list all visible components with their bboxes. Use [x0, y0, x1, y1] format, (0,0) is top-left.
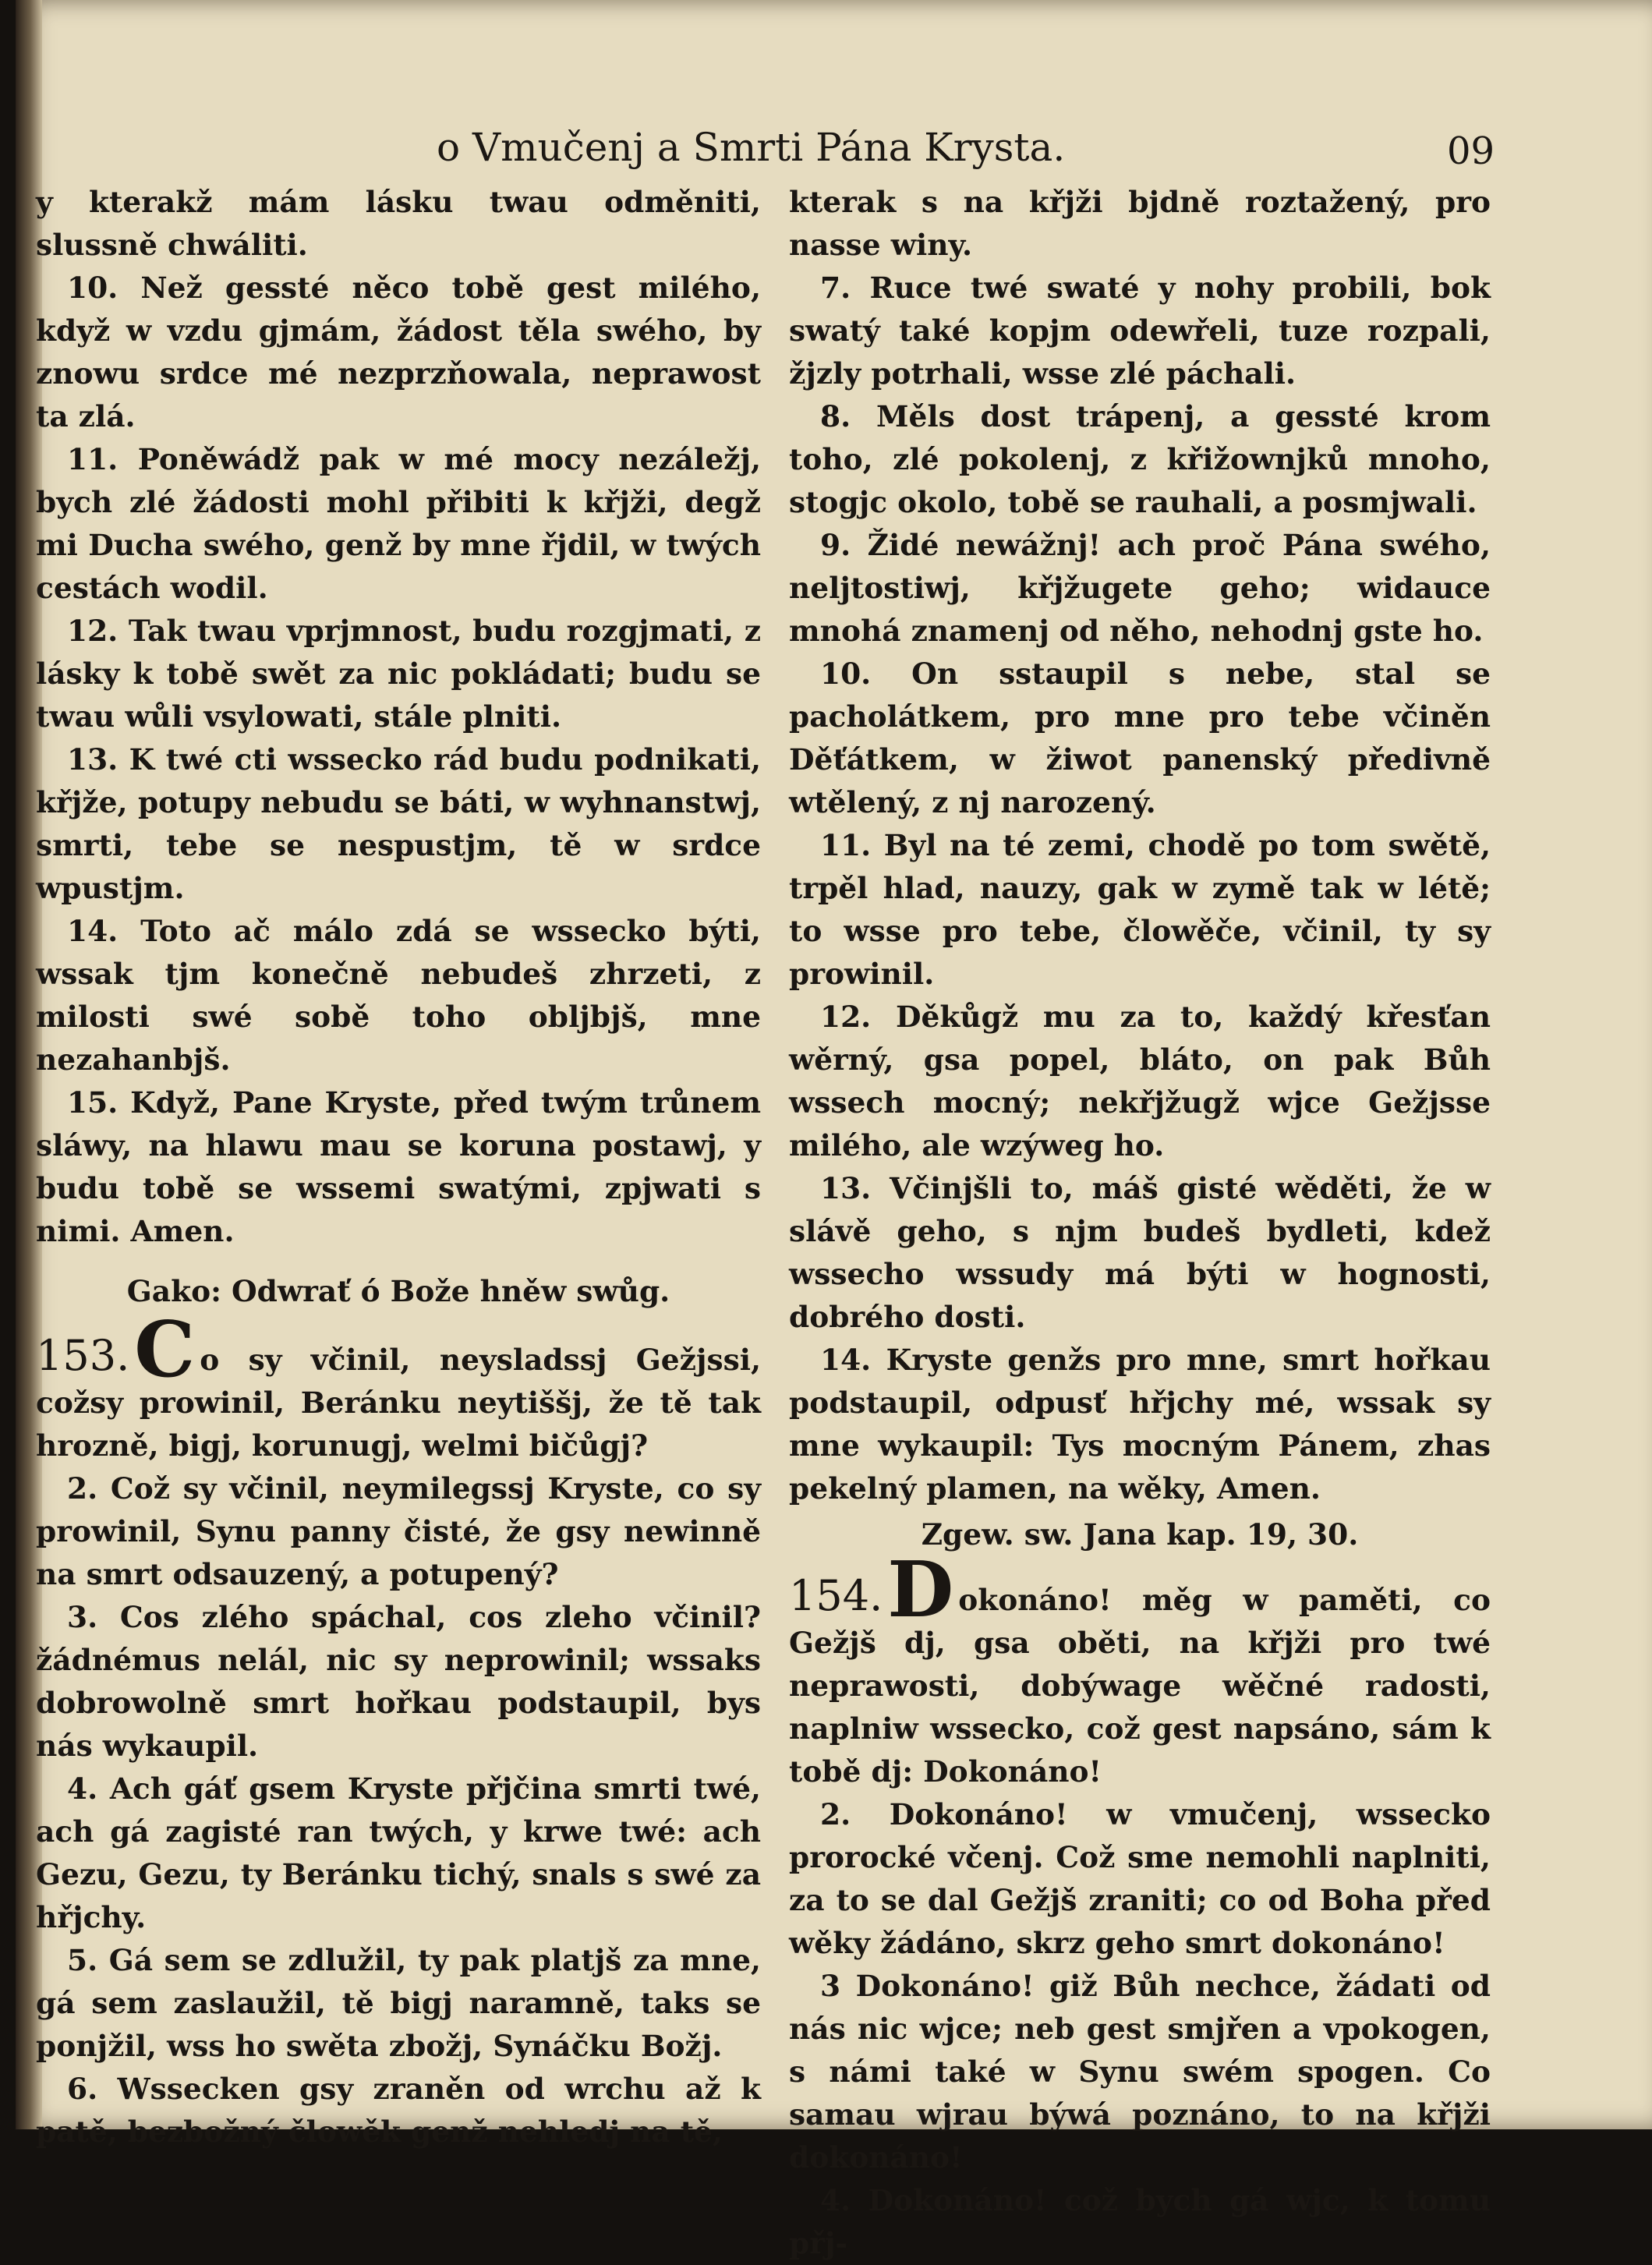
- left-column: [36, 181, 761, 2154]
- hymn-number: 153.: [36, 1331, 130, 1380]
- verse: 11. Byl na té zemi, chodě po tom swětě, trpěl hlad, nauzy, gak w zymě tak w létě; to wsse pro tebe, člowěče, včinil, ty sy prowinil.: [789, 828, 1491, 991]
- verse: 5. Gá sem se zdlužil, ty pak platjš za mne, gá sem zaslaužil, tě bigj naramně, taks se ponjžil, wss ho swěta zbožj, Synáčku Božj.: [36, 1943, 761, 2063]
- verse: 4. Ach gáť gsem Kryste přjčina smrti twé, ach gá zagisté ran twých, y krwe twé: ach Gezu, Gezu, ty Beránku tichý, snals s swé za hřjchy.: [36, 1771, 761, 1934]
- verse: 8. Měls dost trápenj, a gessté krom toho, zlé pokolenj, z křižownjků mnoho, stogjc okolo, tobě se rauhali, a posmjwali.: [789, 399, 1491, 519]
- verse: 13. K twé cti wssecko rád budu podnikati, křjže, potupy nebudu se báti, w wyhnanstwj, smrti, tebe se nespustjm, tě w srdce wpustjm.: [36, 742, 761, 905]
- book-page: [16, 0, 1652, 2260]
- verse: 13. Včinjšli to, máš gisté wěděti, že w slávě geho, s njm budeš bydleti, kdež wssecho wssudy má býti w hognosti, dobrého dosti.: [789, 1171, 1491, 1334]
- verse: 9. Židé newážnj! ach proč Pána swého, neljtostiwj, křjžugete geho; widauce mnohá znamenj od něho, nehodnj gste ho.: [789, 528, 1491, 648]
- tune-indication: Gako: Odwrať ó Bože hněw swůg.: [126, 1274, 670, 1308]
- drop-cap: C: [134, 1305, 196, 1395]
- hymn-first-verse: okonáno! měg w paměti, co Gežjš dj, gsa oběti, na křjži pro twé neprawosti, dobýwage wěčné radosti, naplniw wssecko, což gest napsáno, sám k tobě dj: Dokonáno!: [789, 1583, 1491, 1789]
- verse: 14. Toto ač málo zdá se wssecko býti, wssak tjm konečně nebudeš zhrzeti, z milosti swé sobě toho obljbjš, mne nezahanbjš.: [36, 914, 761, 1077]
- verse-continuation: kterak s na křjži bjdně roztažený, pro nasse winy.: [789, 185, 1491, 262]
- verse: 3. Cos zlého spáchal, cos zleho včinil? žádnémus nelál, nic sy neprowinil; wssaks dobrowolně smrt hořkau podstaupil, bys nás wykaupil.: [36, 1600, 761, 1763]
- verse-continuation: y kterakž mám lásku twau odměniti, slussně chwáliti.: [36, 185, 761, 262]
- verse: 10. Než gessté něco tobě gest milého, když w vzdu gjmám, žádost těla swého, by znowu srdce mé nezprzňowala, neprawost ta zlá.: [36, 271, 761, 434]
- scripture-source: Zgew. sw. Jana kap. 19, 30.: [921, 1517, 1359, 1552]
- verse: 11. Poněwádž pak w mé mocy nezáležj, bych zlé žádosti mohl přibiti k křjži, degž mi Ducha swého, genž by mne řjdil, w twých cestách wodil.: [36, 442, 761, 605]
- hymn-153-opening: [36, 1305, 761, 1467]
- verse: 12. Děkůgž mu za to, každý křesťan wěrný, gsa popel, bláto, on pak Bůh wssech mocný; nekřjžugž wjce Gežjsse milého, ale wzýweg ho.: [789, 1000, 1491, 1163]
- right-column: [789, 181, 1491, 2265]
- verse: 4. Dokonáno! což bych gá wjc, k tomu přj-: [789, 2183, 1491, 2260]
- drop-cap: D: [887, 1545, 954, 1635]
- hymn-first-verse: o sy včinil, neysladssj Gežjssi, cožsy prowinil, Beránku neytiššj, že tě tak hrozně, bigj, korunugj, welmi bičůgj?: [36, 1343, 761, 1463]
- verse: 6. Wssecken gsy zraněn od wrchu až k patě, bezbožný člowěk genž nehledj na tě,: [36, 2072, 761, 2149]
- verse: 15. Když, Pane Kryste, před twým trůnem sláwy, na hlawu mau se koruna postawj, y budu tobě se wssemi swatými, zpjwati s nimi. Amen.: [36, 1085, 761, 1248]
- verse: 12. Tak twau vprjmnost, budu rozgjmati, z lásky k tobě swět za nic pokládati; budu se twau wůli vsylowati, stále plniti.: [36, 614, 761, 734]
- verse: 14. Kryste genžs pro mne, smrt hořkau podstaupil, odpusť hřjchy mé, wssak sy mne wykaupil: Tys mocným Pánem, zhas pekelný plamen, na wěky, Amen.: [789, 1343, 1491, 1506]
- verse: 3 Dokonáno! giž Bůh nechce, žádati od nás nic wjce; neb gest smjřen a vpokogen, s námi také w Synu swém spogen. Co samau wjrau býwá poznáno, to na křjži dokonáno!: [789, 1969, 1491, 2175]
- verse: 2. Dokonáno! w vmučenj, wssecko prorocké včenj. Což sme nemohli naplniti, za to se dal Gežjš zraniti; co od Boha před wěky žádáno, skrz geho smrt dokonáno!: [789, 1797, 1491, 1960]
- hymn-number: 154.: [789, 1571, 883, 1620]
- verse: 2. Což sy včinil, neymilegssj Kryste, co sy prowinil, Synu panny čisté, že gsy newinně na smrt odsauzený, a potupený?: [36, 1471, 761, 1591]
- hymn-154-opening: [789, 1545, 1491, 1793]
- verse: 7. Ruce twé swaté y nohy probili, bok swatý také kopjm odewřeli, tuze rozpali, žjzly potrhali, wsse zlé páchali.: [789, 271, 1491, 391]
- running-header: o Vmučenj a Smrti Pána Krysta.: [437, 125, 1066, 170]
- verse: 10. On sstaupil s nebe, stal se pacholátkem, pro mne pro tebe včiněn Děťátkem, w žiwot panenský předivně wtělený, z nj narozený.: [789, 656, 1491, 819]
- page-number: 09: [1447, 129, 1495, 173]
